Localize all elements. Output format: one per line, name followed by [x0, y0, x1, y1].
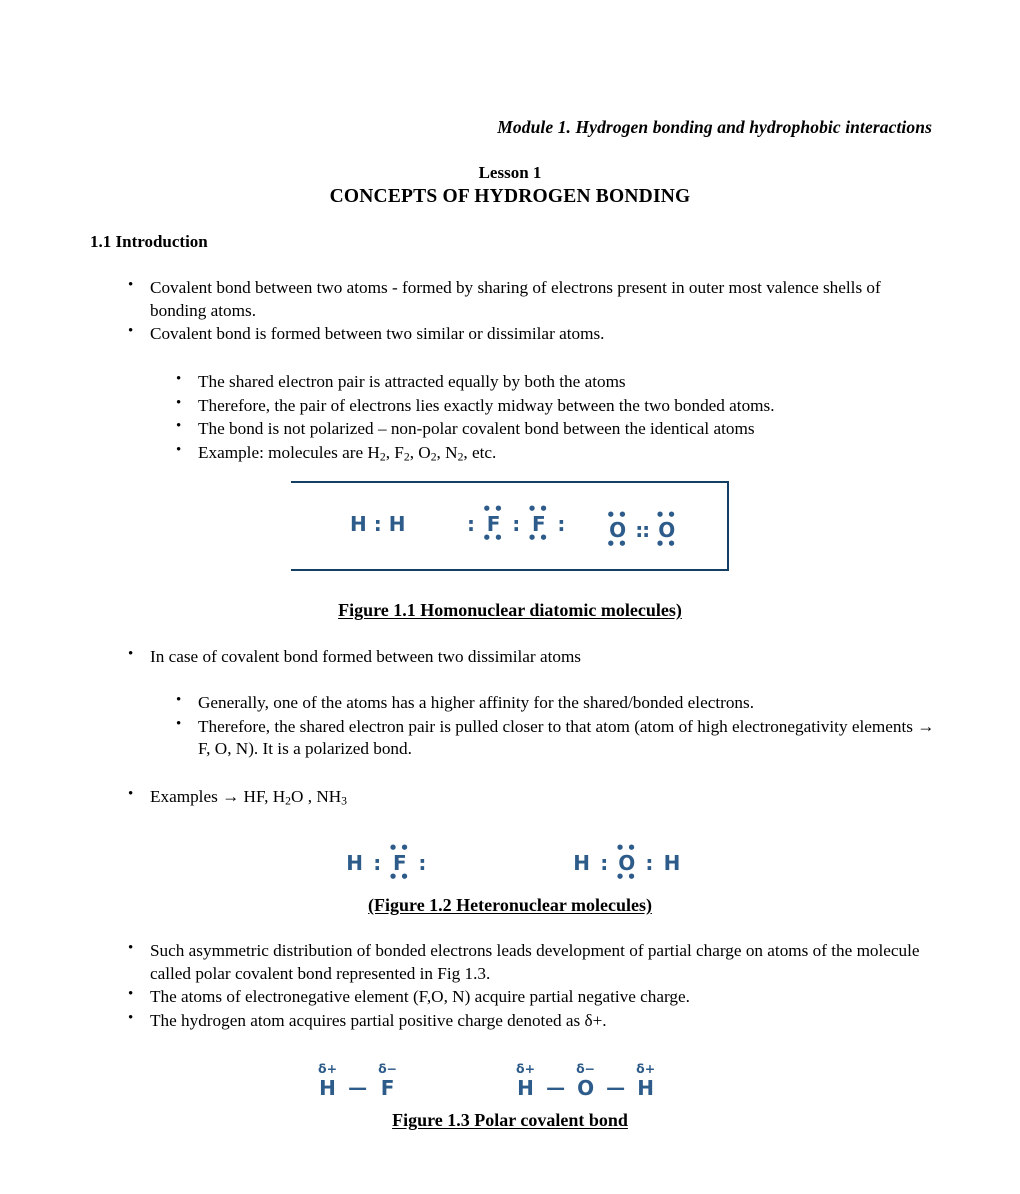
- lewis-structure-water: [570, 838, 684, 886]
- bond-colon-icon: :: [600, 851, 609, 875]
- list-item: • Generally, one of the atoms has a higher affinity for the shared/bonded electrons.: [168, 692, 938, 715]
- bullet-list-partial-charge: [120, 940, 935, 1034]
- lone-pair-dots-icon: ••: [606, 535, 630, 553]
- example-mid: , N: [436, 443, 458, 463]
- examples-prefix: Examples → HF, H: [150, 787, 286, 806]
- atom-o-with-charge: [576, 1062, 595, 1098]
- running-head: Module 1. Hydrogen bonding and hydrophobic interactions: [497, 117, 932, 137]
- list-item: • The atoms of electronegative element (F,O, N) acquire partial negative charge.: [120, 986, 935, 1009]
- section-heading-introduction: 1.1 Introduction: [90, 232, 208, 251]
- atom-h: [660, 844, 683, 882]
- list-item: • The hydrogen atom acquires partial positive charge denoted as δ+.: [120, 1010, 935, 1033]
- lone-pair-dots-icon: ••: [527, 500, 551, 518]
- lone-pair-dots-icon: ••: [606, 506, 630, 524]
- figure-1-3-caption: [0, 1110, 1020, 1131]
- atom-symbol: F: [486, 512, 501, 536]
- atom-f: [388, 839, 412, 886]
- bond-colon-icon: :: [512, 512, 521, 536]
- atom-f: [482, 500, 506, 547]
- bond-colon-icon: :: [645, 851, 654, 875]
- bond-dash-icon: —: [606, 1077, 626, 1099]
- atom-h: [343, 844, 366, 882]
- atom-h-with-charge: [318, 1062, 337, 1098]
- atom-h-with-charge: [636, 1062, 655, 1098]
- atom-symbol: H: [346, 851, 363, 875]
- atom-symbol: H: [350, 512, 367, 536]
- lewis-structure-hydrogen-fluoride: [343, 838, 427, 886]
- atom-symbol: O: [658, 518, 676, 542]
- lone-pair-dots-icon: ••: [615, 839, 639, 857]
- lone-pair-dots-icon: ••: [655, 506, 679, 524]
- example-mid: , F: [385, 443, 404, 463]
- bond-colon-icon: :: [373, 512, 382, 536]
- list-item: • Such asymmetric distribution of bonded electrons leads development of partial charge on atoms of the molecule called polar covalent bond represented in Fig 1.3.: [120, 940, 935, 985]
- list-item-example-molecules: [168, 442, 938, 465]
- lone-pair-dots-icon: ••: [615, 868, 639, 886]
- subscript: 3: [341, 794, 347, 808]
- atom-h: [389, 514, 406, 534]
- subscript: 2: [430, 450, 437, 464]
- lone-pair-dots-icon: ••: [482, 529, 506, 547]
- list-item: • Therefore, the shared electron pair is pulled closer to that atom (atom of high electronegativity elements → F, O, N). It is a polarized bond.: [168, 716, 938, 761]
- bond-dash-icon: —: [546, 1077, 566, 1099]
- lone-pair-dots-icon: ••: [527, 529, 551, 547]
- example-prefix: Example: molecules are H: [198, 443, 380, 463]
- list-item: • Therefore, the pair of electrons lies exactly midway between the two bonded atoms.: [168, 395, 938, 418]
- atom-o: [615, 839, 639, 886]
- caption-text: (Figure 1.2 Heteronuclear molecules): [368, 895, 652, 915]
- partial-charge-label: δ+: [636, 1061, 656, 1076]
- subscript: 2: [457, 450, 464, 464]
- example-mid: , O: [409, 443, 431, 463]
- subscript: 2: [285, 794, 292, 808]
- partial-charge-label: δ−: [378, 1061, 398, 1076]
- subscript: 2: [379, 450, 386, 464]
- figure-1-1-caption: [0, 600, 1020, 621]
- atom-symbol: H: [517, 1076, 534, 1100]
- atom-symbol: F: [531, 512, 546, 536]
- caption-text: Figure 1.1 Homonuclear diatomic molecules): [338, 600, 682, 620]
- atom-symbol: O: [577, 1076, 595, 1100]
- lesson-label: Lesson 1: [478, 163, 542, 182]
- atom-symbol: O: [618, 851, 636, 875]
- bullet-list-nonpolar-properties: [168, 371, 938, 466]
- polar-bond-hydrogen-fluoride: [318, 1062, 397, 1098]
- atom-h: [570, 844, 593, 882]
- atom-symbol: F: [392, 851, 407, 875]
- lone-pair-dots-icon: ••: [655, 535, 679, 553]
- list-item: • The shared electron pair is attracted equally by both the atoms: [168, 371, 938, 394]
- examples-mid: O , NH: [291, 787, 342, 806]
- list-item: • Covalent bond between two atoms - formed by sharing of electrons present in outer most valence shells of bonding atoms.: [120, 277, 935, 322]
- atom-h-with-charge: [516, 1062, 535, 1098]
- bullet-list-polar-examples: [120, 786, 935, 810]
- lone-pair-dots-icon: ••: [482, 500, 506, 518]
- atom-symbol: H: [663, 851, 681, 875]
- double-bond-colon-icon: ::: [635, 518, 650, 542]
- list-item: • The bond is not polarized – non-polar covalent bond between the identical atoms: [168, 418, 938, 441]
- partial-charge-label: δ+: [516, 1061, 536, 1076]
- atom-f: [527, 500, 551, 547]
- bond-colon-icon: :: [373, 851, 382, 875]
- atom-f-with-charge: [378, 1062, 397, 1098]
- partial-charge-label: δ+: [318, 1061, 338, 1076]
- caption-text: Figure 1.3 Polar covalent bond: [392, 1110, 628, 1130]
- atom-symbol: H: [388, 512, 406, 536]
- bullet-list-introduction: [120, 277, 935, 347]
- bullet-list-dissimilar-atoms: [120, 646, 935, 670]
- atom-o: [606, 506, 630, 553]
- bond-dash-icon: —: [348, 1077, 368, 1099]
- figure-1-2-caption: [0, 895, 1020, 916]
- example-suffix: , etc.: [463, 443, 497, 463]
- lone-pair-dots-icon: ••: [388, 839, 412, 857]
- lewis-structure-fluorine-molecule: [466, 500, 566, 547]
- lone-pair-dots-icon: ••: [388, 868, 412, 886]
- lone-pair-colon-icon: :: [557, 512, 566, 536]
- atom-h: [350, 514, 367, 534]
- lone-pair-colon-icon: :: [467, 512, 475, 536]
- partial-charge-label: δ−: [576, 1061, 596, 1076]
- polar-bond-water: [516, 1062, 655, 1098]
- atom-symbol: H: [573, 851, 590, 875]
- lewis-structure-hydrogen-molecule: [350, 514, 406, 535]
- subscript: 2: [403, 450, 410, 464]
- atom-symbol: O: [609, 518, 627, 542]
- list-item-examples-polar: [120, 786, 935, 809]
- list-item: • In case of covalent bond formed between two dissimilar atoms: [120, 646, 935, 669]
- atom-symbol: H: [637, 1076, 655, 1100]
- page-title: CONCEPTS OF HYDROGEN BONDING: [329, 186, 691, 207]
- bullet-list-polar-properties: [168, 692, 938, 762]
- atom-o: [655, 506, 679, 553]
- atom-symbol: H: [319, 1076, 336, 1100]
- lone-pair-colon-icon: :: [418, 851, 427, 875]
- list-item: • Covalent bond is formed between two similar or dissimilar atoms.: [120, 323, 935, 346]
- lewis-structure-oxygen-molecule: [606, 505, 679, 553]
- atom-symbol: F: [380, 1076, 395, 1100]
